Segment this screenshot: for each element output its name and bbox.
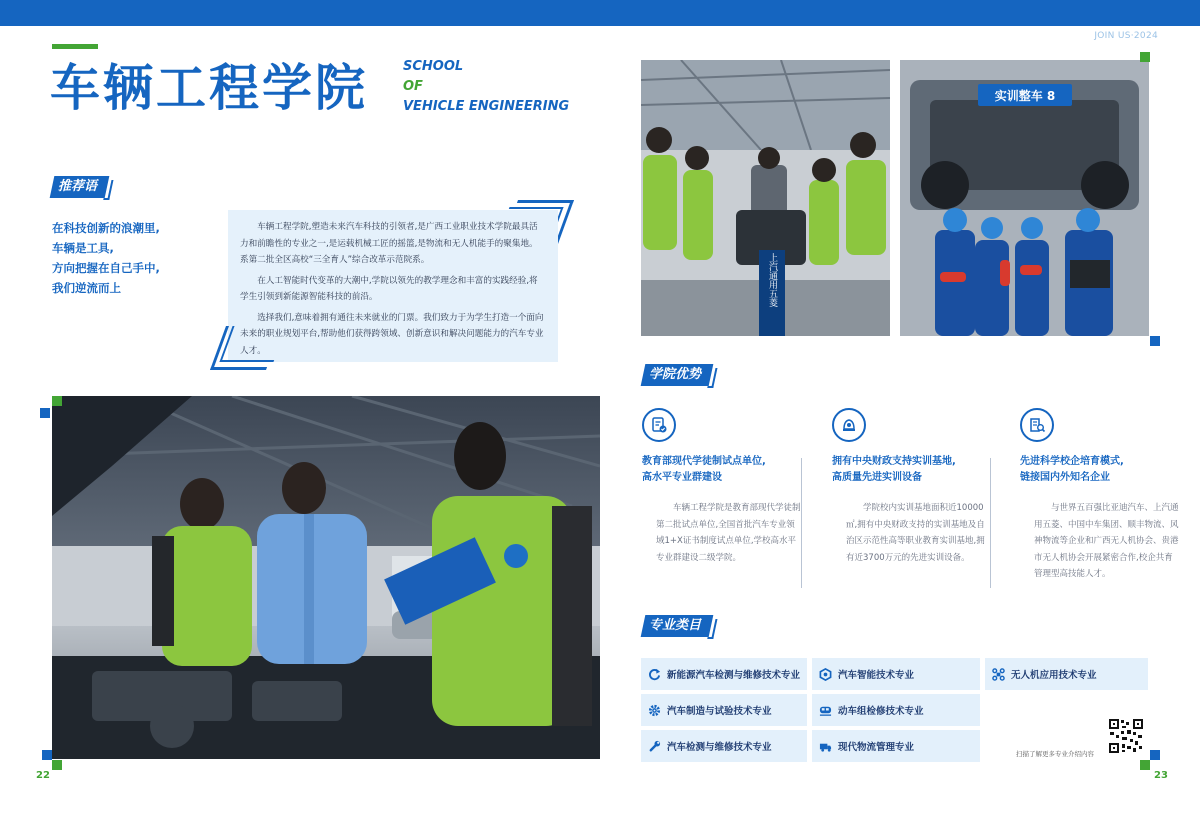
major-label: 动车组检修技术专业 [838,706,924,717]
truck-icon [818,739,832,753]
advantage-title: 拥有中央财政支持实训基地, 高质量先进实训设备 [832,456,956,483]
title-en-line3: VEHICLE ENGINEERING [403,99,570,114]
corner-square [42,750,52,760]
slogan [52,218,222,298]
major-item[interactable] [812,730,980,762]
train-icon [818,703,832,717]
advantage-item [832,408,992,566]
title-en-line1: SCHOOL [403,59,464,74]
advantage-item [1020,408,1180,583]
smart-car-icon [818,667,832,681]
engine-stand-label: 上汽通用五菱 [767,253,777,307]
major-label: 新能源汽车检测与维修技术专业 [667,670,801,681]
intro-paragraph: 车辆工程学院,塑造未来汽车科技的引领者,是广西工业职业技术学院最具活力和前瞻性的专业之一,是运载机械工匠的摇篮,是物流和无人机能手的聚集地。系第二批全区高校“三全育人”综合改革示范院系。 [240,222,538,265]
major-label: 汽车制造与试验技术专业 [667,706,772,717]
corner-square [40,408,50,418]
slogan-line: 在科技创新的浪潮里, [52,221,160,235]
corner-square [1150,336,1160,346]
major-item[interactable] [641,694,807,726]
corner-square [1150,750,1160,760]
column-divider [990,458,991,588]
intro-paragraph: 选择我们,意味着拥有通往未来就业的门票。我们致力于为学生打造一个面向未来的职业规划平台,帮助他们获得跨领域、创新意识和解决问题能力的汽车专业人才。 [240,312,544,356]
slogan-line: 方向把握在自己手中, [52,261,160,275]
corner-square [1140,52,1150,62]
page-title-en [403,57,569,117]
advantage-body: 车辆工程学院是教育部现代学徒制第二批试点单位,全国首批汽车专业领域1+X证书制度试点单位,学校高水平专业群建设二级学院。 [656,503,801,563]
document-check-icon [642,408,676,442]
advantages-tag: 学院优势 [641,364,714,386]
qr-caption: 扫描了解更多专业介绍内容 [1016,750,1094,758]
major-item[interactable] [641,658,807,690]
workshop-photo [52,396,600,759]
engine-training-photo [641,60,890,336]
page-title: 车辆工程学院 [50,59,368,117]
wrench-icon [647,739,661,753]
corner-square [52,396,62,406]
intro-paragraph: 在人工智能时代变革的大潮中,学院以领先的教学理念和丰富的实践经验,将学生引领到新能源智能科技的前沿。 [240,275,538,302]
qr-code[interactable] [1108,718,1144,754]
major-label: 汽车智能技术专业 [838,670,915,681]
page-number-right: 23 [1154,770,1168,781]
major-item[interactable] [641,730,807,762]
major-label: 现代物流管理专业 [838,742,915,753]
gear-icon [647,703,661,717]
drone-icon [991,667,1005,681]
advantage-title: 先进科学校企培育模式, 链接国内外知名企业 [1020,456,1124,483]
major-label: 汽车检测与维修技术专业 [667,742,772,753]
slogan-line: 车辆是工具, [52,241,114,255]
majors-tag: 专业类目 [641,615,714,637]
advantage-body: 与世界五百强比亚迪汽车、上汽通用五菱、中国中车集团、顺丰物流、风神物流等企业和广西无人机协会、贵港市无人机协会开展紧密合作,校企共育管理型高技能人才。 [1034,503,1179,579]
advantage-item [642,408,802,566]
advantage-body: 学院校内实训基地面积近10000㎡,拥有中央财政支持的实训基地及自治区示范性高等职业教育实训基地,拥有近3700万元的先进实训设备。 [846,503,985,563]
page-number-left: 22 [36,770,50,781]
corner-square [1140,760,1150,770]
title-accent-dash [52,44,98,49]
major-item[interactable] [812,658,980,690]
refresh-icon [647,667,661,681]
column-divider [801,458,802,588]
major-item[interactable] [812,694,980,726]
training-device-icon [832,408,866,442]
join-us-label: JOIN US·2024 [1094,31,1158,41]
advantage-title: 教育部现代学徒制试点单位, 高水平专业群建设 [642,456,766,483]
vehicle-sign: 实训整车 8 [994,89,1056,103]
recommend-tag: 推荐语 [50,176,110,198]
title-en-line2: OF [403,79,423,94]
slogan-line: 我们逆流而上 [52,281,121,295]
top-color-bar [0,0,1200,26]
car-lift-photo [900,60,1149,336]
corner-square [52,760,62,770]
major-item[interactable] [985,658,1148,690]
enterprise-search-icon [1020,408,1054,442]
major-label: 无人机应用技术专业 [1011,670,1097,681]
